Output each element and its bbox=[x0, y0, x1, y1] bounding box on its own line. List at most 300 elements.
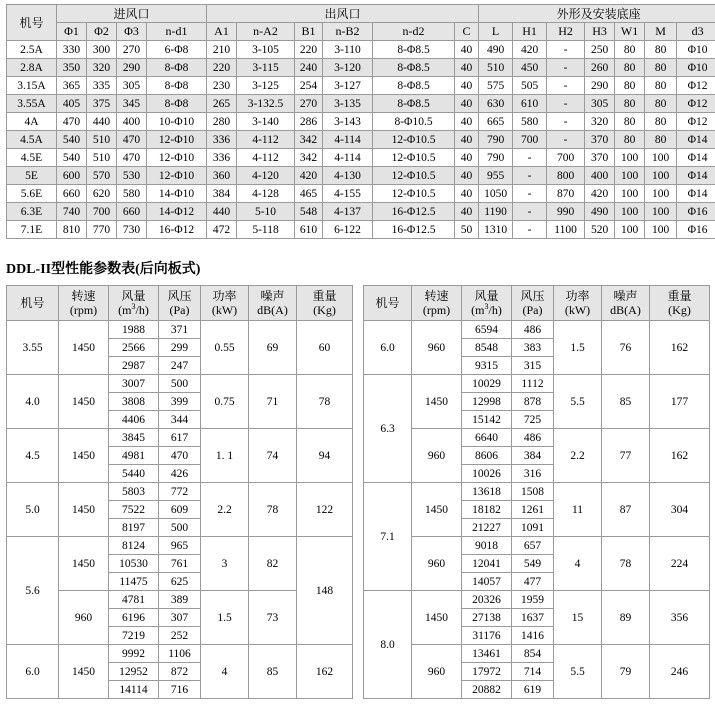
power-cell: 2.2 bbox=[554, 429, 602, 483]
table-cell: Φ16 bbox=[677, 221, 715, 239]
table-cell: 230 bbox=[207, 77, 237, 95]
table-cell: 570 bbox=[87, 167, 117, 185]
table-cell: 580 bbox=[117, 185, 147, 203]
table-row bbox=[7, 41, 715, 59]
table-cell: 3-140 bbox=[237, 113, 295, 131]
table-cell: 990 bbox=[547, 203, 585, 221]
table-row bbox=[364, 429, 710, 447]
model-cell: 4.5A bbox=[7, 131, 57, 149]
pressure-cell: 716 bbox=[159, 681, 201, 699]
weight-cell: 162 bbox=[650, 321, 710, 375]
table-cell: 12-Φ10 bbox=[147, 149, 207, 167]
pressure-cell: 714 bbox=[512, 663, 554, 681]
table-cell: Φ12 bbox=[677, 113, 715, 131]
table-cell: 270 bbox=[295, 95, 323, 113]
table-cell: 8-Φ8.5 bbox=[373, 77, 455, 95]
pressure-cell: 500 bbox=[159, 375, 201, 393]
weight-cell: 162 bbox=[650, 429, 710, 483]
flow-cell: 13618 bbox=[462, 483, 512, 501]
flow-cell: 12041 bbox=[462, 555, 512, 573]
flow-cell: 10026 bbox=[462, 465, 512, 483]
noise-cell: 85 bbox=[249, 645, 297, 699]
power-cell: 1.5 bbox=[201, 591, 249, 645]
table-cell: 420 bbox=[295, 167, 323, 185]
table-cell: 280 bbox=[207, 113, 237, 131]
table-row bbox=[7, 149, 715, 167]
pressure-cell: 383 bbox=[512, 339, 554, 357]
table-cell: 510 bbox=[87, 131, 117, 149]
speed-cell: 960 bbox=[412, 537, 462, 591]
table-cell: Φ10 bbox=[677, 59, 715, 77]
pressure-cell: 384 bbox=[512, 447, 554, 465]
table-row bbox=[364, 645, 710, 663]
table-cell: 300 bbox=[87, 41, 117, 59]
table-cell: 470 bbox=[117, 149, 147, 167]
pressure-cell: 371 bbox=[159, 321, 201, 339]
table-cell: 40 bbox=[455, 41, 479, 59]
flow-cell: 3808 bbox=[109, 393, 159, 411]
table-cell: 540 bbox=[57, 131, 87, 149]
table-cell: 8-Φ8.5 bbox=[373, 95, 455, 113]
model-cell: 3.55 bbox=[7, 321, 59, 375]
pressure-cell: 486 bbox=[512, 429, 554, 447]
table-cell: 220 bbox=[295, 41, 323, 59]
dims-col-header: B1 bbox=[295, 23, 323, 41]
table-cell: 1100 bbox=[547, 221, 585, 239]
table-cell: 4-114 bbox=[323, 131, 373, 149]
table-cell: 40 bbox=[455, 59, 479, 77]
table-cell: Φ12 bbox=[677, 77, 715, 95]
table-cell: 80 bbox=[615, 113, 645, 131]
noise-cell: 79 bbox=[602, 645, 650, 699]
table-cell: 4-130 bbox=[323, 167, 373, 185]
table-cell: 80 bbox=[645, 131, 677, 149]
pressure-cell: 1508 bbox=[512, 483, 554, 501]
flow-cell: 3007 bbox=[109, 375, 159, 393]
table-cell: 40 bbox=[455, 95, 479, 113]
table-cell: 3-135 bbox=[323, 95, 373, 113]
table-cell: 540 bbox=[57, 149, 87, 167]
table-cell: 100 bbox=[645, 185, 677, 203]
table-cell: 14-Φ12 bbox=[147, 203, 207, 221]
table-cell: 472 bbox=[207, 221, 237, 239]
speed-cell: 960 bbox=[412, 321, 462, 375]
noise-cell: 74 bbox=[249, 429, 297, 483]
flow-cell: 4781 bbox=[109, 591, 159, 609]
table-cell: 50 bbox=[455, 221, 479, 239]
speed-header: 转速 (rpm) bbox=[59, 286, 109, 321]
table-cell: 80 bbox=[645, 113, 677, 131]
power-cell: 5.5 bbox=[554, 375, 602, 429]
flow-cell: 6594 bbox=[462, 321, 512, 339]
performance-table-title: DDL-II型性能参数表(后向板式) bbox=[6, 262, 201, 277]
table-cell: 470 bbox=[57, 113, 87, 131]
table-cell: 6-122 bbox=[323, 221, 373, 239]
table-cell: 420 bbox=[513, 41, 547, 59]
power-cell: 5.5 bbox=[554, 645, 602, 699]
table-cell: 210 bbox=[207, 41, 237, 59]
dims-col-header: L bbox=[479, 23, 513, 41]
weight-cell: 162 bbox=[297, 645, 353, 699]
table-row bbox=[364, 321, 710, 339]
speed-cell: 1450 bbox=[59, 429, 109, 483]
model-cell: 6.3 bbox=[364, 375, 412, 483]
table-cell: 440 bbox=[207, 203, 237, 221]
weight-cell: 224 bbox=[650, 537, 710, 591]
flow-cell: 4406 bbox=[109, 411, 159, 429]
table-cell: 250 bbox=[585, 41, 615, 59]
dims-col-header: W1 bbox=[615, 23, 645, 41]
power-cell: 1. 1 bbox=[201, 429, 249, 483]
table-cell: Φ14 bbox=[677, 185, 715, 203]
table-cell: - bbox=[547, 59, 585, 77]
table-row bbox=[7, 221, 715, 239]
flow-cell: 17972 bbox=[462, 663, 512, 681]
speed-cell: 1450 bbox=[412, 483, 462, 537]
model-cell: 5E bbox=[7, 167, 57, 185]
noise-cell: 69 bbox=[249, 321, 297, 375]
dims-col-header: n-B2 bbox=[323, 23, 373, 41]
table-cell: Φ14 bbox=[677, 167, 715, 185]
table-row bbox=[364, 591, 710, 609]
table-cell: 610 bbox=[513, 95, 547, 113]
table-row bbox=[7, 429, 353, 447]
table-cell: 80 bbox=[615, 41, 645, 59]
dims-base-header: 外形及安装底座 bbox=[479, 5, 715, 23]
table-row bbox=[7, 59, 715, 77]
table-cell: 4-112 bbox=[237, 149, 295, 167]
table-cell: 40 bbox=[455, 113, 479, 131]
table-cell: 610 bbox=[295, 221, 323, 239]
table-cell: 800 bbox=[547, 167, 585, 185]
flow-cell: 14114 bbox=[109, 681, 159, 699]
table-cell: - bbox=[513, 149, 547, 167]
weight-header: 重量 (Kg) bbox=[650, 286, 710, 321]
table-row bbox=[7, 321, 353, 339]
flow-cell: 5803 bbox=[109, 483, 159, 501]
table-cell: 40 bbox=[455, 131, 479, 149]
flow-header: 风量 $(m^3/h)$ bbox=[109, 286, 159, 321]
table-cell: 240 bbox=[295, 59, 323, 77]
model-cell: 8.0 bbox=[364, 591, 412, 699]
table-row bbox=[7, 185, 715, 203]
table-cell: 12-Φ10.5 bbox=[373, 167, 455, 185]
table-cell: 8-Φ8 bbox=[147, 77, 207, 95]
pressure-header: 风压 (Pa) bbox=[512, 286, 554, 321]
table-cell: 870 bbox=[547, 185, 585, 203]
weight-cell: 148 bbox=[297, 537, 353, 645]
table-cell: 16-Φ12 bbox=[147, 221, 207, 239]
dims-col-header: Φ3 bbox=[117, 23, 147, 41]
table-cell: 290 bbox=[585, 77, 615, 95]
dims-col-header: n-d2 bbox=[373, 23, 455, 41]
table-cell: 365 bbox=[57, 77, 87, 95]
flow-cell: 2987 bbox=[109, 357, 159, 375]
table-row bbox=[7, 203, 715, 221]
pressure-cell: 344 bbox=[159, 411, 201, 429]
table-cell: 5-10 bbox=[237, 203, 295, 221]
table-cell: 342 bbox=[295, 149, 323, 167]
model-cell: 7.1E bbox=[7, 221, 57, 239]
table-cell: 342 bbox=[295, 131, 323, 149]
table-cell: 665 bbox=[479, 113, 513, 131]
table-cell: 286 bbox=[295, 113, 323, 131]
table-cell: 100 bbox=[615, 203, 645, 221]
table-cell: 100 bbox=[615, 185, 645, 203]
table-cell: Φ10 bbox=[677, 41, 715, 59]
flow-header: 风量 $(m^3/h)$ bbox=[462, 286, 512, 321]
table-cell: 40 bbox=[455, 203, 479, 221]
pressure-cell: 609 bbox=[159, 501, 201, 519]
flow-cell: 27138 bbox=[462, 609, 512, 627]
table-row bbox=[7, 645, 353, 663]
table-cell: 520 bbox=[585, 221, 615, 239]
noise-cell: 77 bbox=[602, 429, 650, 483]
model-cell: 2.5A bbox=[7, 41, 57, 59]
model-cell: 2.8A bbox=[7, 59, 57, 77]
pressure-cell: 470 bbox=[159, 447, 201, 465]
table-cell: 305 bbox=[117, 77, 147, 95]
model-cell: 4A bbox=[7, 113, 57, 131]
model-cell: 3.55A bbox=[7, 95, 57, 113]
table-cell: 770 bbox=[87, 221, 117, 239]
flow-cell: 20882 bbox=[462, 681, 512, 699]
table-cell: 660 bbox=[57, 185, 87, 203]
noise-cell: 78 bbox=[249, 483, 297, 537]
table-cell: - bbox=[547, 131, 585, 149]
table-cell: 1190 bbox=[479, 203, 513, 221]
table-cell: 3-110 bbox=[323, 41, 373, 59]
table-cell: - bbox=[513, 203, 547, 221]
table-cell: 4-155 bbox=[323, 185, 373, 203]
pressure-cell: 299 bbox=[159, 339, 201, 357]
power-cell: 3 bbox=[201, 537, 249, 591]
table-cell: 80 bbox=[615, 95, 645, 113]
table-cell: 510 bbox=[479, 59, 513, 77]
pressure-cell: 761 bbox=[159, 555, 201, 573]
power-cell: 15 bbox=[554, 591, 602, 645]
flow-cell: 6640 bbox=[462, 429, 512, 447]
table-cell: 810 bbox=[57, 221, 87, 239]
table-cell: 3-120 bbox=[323, 59, 373, 77]
pressure-cell: 772 bbox=[159, 483, 201, 501]
model-cell: 4.5E bbox=[7, 149, 57, 167]
table-cell: Φ16 bbox=[677, 203, 715, 221]
table-cell: 40 bbox=[455, 149, 479, 167]
table-cell: 80 bbox=[615, 59, 645, 77]
flow-cell: 8606 bbox=[462, 447, 512, 465]
flow-cell: 11475 bbox=[109, 573, 159, 591]
noise-cell: 89 bbox=[602, 591, 650, 645]
table-cell: 8-Φ8.5 bbox=[373, 59, 455, 77]
table-cell: 336 bbox=[207, 149, 237, 167]
pressure-cell: 307 bbox=[159, 609, 201, 627]
performance-table-right bbox=[363, 285, 710, 699]
pressure-cell: 854 bbox=[512, 645, 554, 663]
pressure-cell: 878 bbox=[512, 393, 554, 411]
table-cell: 3-127 bbox=[323, 77, 373, 95]
flow-cell: 7219 bbox=[109, 627, 159, 645]
table-cell: 630 bbox=[479, 95, 513, 113]
table-cell: 955 bbox=[479, 167, 513, 185]
speed-header: 转速 (rpm) bbox=[412, 286, 462, 321]
table-cell: 4-128 bbox=[237, 185, 295, 203]
performance-table-left bbox=[6, 285, 353, 699]
table-cell: 80 bbox=[615, 77, 645, 95]
noise-cell: 73 bbox=[249, 591, 297, 645]
table-row bbox=[364, 483, 710, 501]
table-cell: - bbox=[547, 77, 585, 95]
model-cell: 5.0 bbox=[7, 483, 59, 537]
noise-cell: 78 bbox=[602, 537, 650, 591]
table-cell: 270 bbox=[117, 41, 147, 59]
flow-cell: 7522 bbox=[109, 501, 159, 519]
table-cell: 220 bbox=[207, 59, 237, 77]
table-cell: 100 bbox=[615, 167, 645, 185]
pressure-cell: 1091 bbox=[512, 519, 554, 537]
dims-col-header: C bbox=[455, 23, 479, 41]
noise-header: 噪声 dB(A) bbox=[249, 286, 297, 321]
table-cell: 40 bbox=[455, 185, 479, 203]
table-cell: 620 bbox=[87, 185, 117, 203]
table-cell: 4-114 bbox=[323, 149, 373, 167]
table-cell: 1050 bbox=[479, 185, 513, 203]
power-cell: 0.75 bbox=[201, 375, 249, 429]
table-cell: Φ12 bbox=[677, 95, 715, 113]
table-cell: 740 bbox=[57, 203, 87, 221]
table-row bbox=[7, 375, 353, 393]
table-cell: 100 bbox=[615, 149, 645, 167]
pressure-cell: 426 bbox=[159, 465, 201, 483]
table-cell: 575 bbox=[479, 77, 513, 95]
model-cell: 4.5 bbox=[7, 429, 59, 483]
table-cell: 465 bbox=[295, 185, 323, 203]
flow-cell: 4981 bbox=[109, 447, 159, 465]
model-cell: 3.15A bbox=[7, 77, 57, 95]
flow-cell: 12952 bbox=[109, 663, 159, 681]
table-cell: 40 bbox=[455, 77, 479, 95]
dims-col-header: H2 bbox=[547, 23, 585, 41]
table-row bbox=[7, 113, 715, 131]
table-cell: 490 bbox=[479, 41, 513, 59]
pressure-cell: 399 bbox=[159, 393, 201, 411]
table-cell: 100 bbox=[645, 203, 677, 221]
weight-cell: 60 bbox=[297, 321, 353, 375]
power-cell: 4 bbox=[201, 645, 249, 699]
table-cell: 3-132.5 bbox=[237, 95, 295, 113]
speed-cell: 960 bbox=[412, 645, 462, 699]
power-cell: 1.5 bbox=[554, 321, 602, 375]
power-cell: 2.2 bbox=[201, 483, 249, 537]
table-cell: 730 bbox=[117, 221, 147, 239]
flow-cell: 18182 bbox=[462, 501, 512, 519]
table-cell: 100 bbox=[645, 149, 677, 167]
table-cell: 490 bbox=[585, 203, 615, 221]
table-cell: 260 bbox=[585, 59, 615, 77]
table-row bbox=[364, 375, 710, 393]
table-row bbox=[7, 483, 353, 501]
table-cell: 100 bbox=[645, 221, 677, 239]
table-cell: 305 bbox=[585, 95, 615, 113]
flow-cell: 31176 bbox=[462, 627, 512, 645]
table-cell: 320 bbox=[87, 59, 117, 77]
pressure-cell: 477 bbox=[512, 573, 554, 591]
pressure-cell: 389 bbox=[159, 591, 201, 609]
flow-cell: 9315 bbox=[462, 357, 512, 375]
dims-inlet-header: 进风口 bbox=[57, 5, 207, 23]
table-cell: Φ14 bbox=[677, 131, 715, 149]
table-cell: 405 bbox=[57, 95, 87, 113]
table-cell: - bbox=[547, 113, 585, 131]
weight-cell: 78 bbox=[297, 375, 353, 429]
table-cell: 3-143 bbox=[323, 113, 373, 131]
power-header: 功率 (kW) bbox=[554, 286, 602, 321]
pressure-cell: 486 bbox=[512, 321, 554, 339]
flow-cell: 21227 bbox=[462, 519, 512, 537]
table-cell: 350 bbox=[57, 59, 87, 77]
table-cell: 370 bbox=[585, 149, 615, 167]
flow-cell: 9018 bbox=[462, 537, 512, 555]
table-cell: 80 bbox=[645, 59, 677, 77]
flow-cell: 6196 bbox=[109, 609, 159, 627]
table-cell: 265 bbox=[207, 95, 237, 113]
flow-cell: 2566 bbox=[109, 339, 159, 357]
pressure-cell: 549 bbox=[512, 555, 554, 573]
table-cell: 8-Φ8 bbox=[147, 59, 207, 77]
pressure-cell: 657 bbox=[512, 537, 554, 555]
weight-header: 重量 (Kg) bbox=[297, 286, 353, 321]
table-cell: 580 bbox=[513, 113, 547, 131]
pressure-cell: 1637 bbox=[512, 609, 554, 627]
pressure-header: 风压 (Pa) bbox=[159, 286, 201, 321]
table-cell: 100 bbox=[645, 167, 677, 185]
table-cell: 4-120 bbox=[237, 167, 295, 185]
table-cell: 12-Φ10.5 bbox=[373, 149, 455, 167]
table-cell: 40 bbox=[455, 167, 479, 185]
noise-header: 噪声 dB(A) bbox=[602, 286, 650, 321]
table-cell: 700 bbox=[547, 149, 585, 167]
table-cell: 345 bbox=[117, 95, 147, 113]
noise-cell: 85 bbox=[602, 375, 650, 429]
table-row bbox=[7, 537, 353, 555]
weight-cell: 246 bbox=[650, 645, 710, 699]
table-row bbox=[7, 95, 715, 113]
pressure-cell: 1261 bbox=[512, 501, 554, 519]
model-cell: 6.3E bbox=[7, 203, 57, 221]
weight-cell: 356 bbox=[650, 591, 710, 645]
table-cell: 320 bbox=[585, 113, 615, 131]
noise-cell: 82 bbox=[249, 537, 297, 591]
pressure-cell: 1106 bbox=[159, 645, 201, 663]
pressure-cell: 316 bbox=[512, 465, 554, 483]
power-cell: 0.55 bbox=[201, 321, 249, 375]
table-cell: 700 bbox=[513, 131, 547, 149]
model-cell: 5.6E bbox=[7, 185, 57, 203]
power-cell: 11 bbox=[554, 483, 602, 537]
table-cell: - bbox=[513, 185, 547, 203]
table-cell: 12-Φ10 bbox=[147, 131, 207, 149]
table-cell: 505 bbox=[513, 77, 547, 95]
noise-cell: 71 bbox=[249, 375, 297, 429]
table-cell: 470 bbox=[117, 131, 147, 149]
table-cell: 16-Φ12.5 bbox=[373, 221, 455, 239]
table-cell: 400 bbox=[117, 113, 147, 131]
speed-cell: 1450 bbox=[59, 375, 109, 429]
flow-cell: 9992 bbox=[109, 645, 159, 663]
flow-cell: 13461 bbox=[462, 645, 512, 663]
table-cell: - bbox=[513, 167, 547, 185]
dims-col-header: M bbox=[645, 23, 677, 41]
